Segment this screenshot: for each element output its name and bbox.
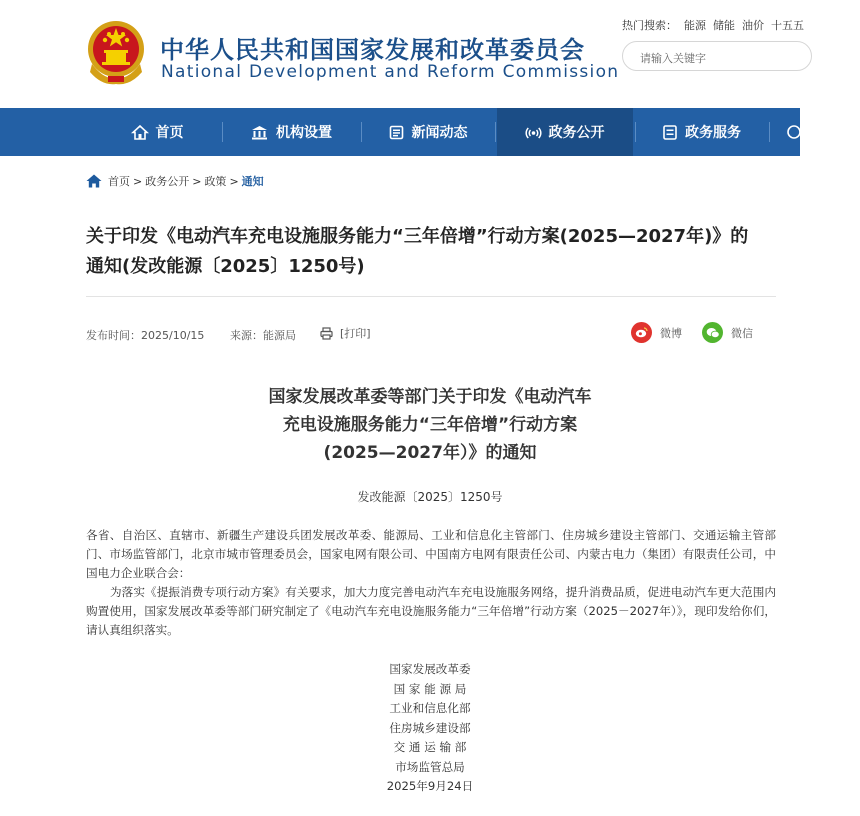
article-source: 来源：能源局 — [230, 329, 296, 342]
hot-search-term[interactable]: 油价 — [742, 19, 764, 32]
nav-item-label: 机构设置 — [276, 125, 332, 141]
document-heading-line: (2025—2027年）》的通知 — [323, 443, 537, 463]
nav-divider — [769, 122, 770, 142]
share-wechat-button[interactable] — [702, 322, 753, 343]
search-input[interactable] — [622, 41, 812, 71]
document-number: 发改能源〔2025〕1250号 — [357, 490, 503, 504]
document-date: 2025年9月24日 — [386, 779, 474, 793]
breadcrumb-current[interactable]: 通知 — [241, 175, 264, 188]
signatory: 市场监管总局 — [395, 759, 465, 774]
search-placeholder: 请输入关键字 — [640, 52, 706, 65]
nav-divider — [635, 122, 636, 142]
hot-search-label: 热门搜索： — [622, 19, 677, 32]
document-heading-line: 国家发展改革委等部门关于印发《电动汽车 — [268, 387, 592, 407]
share-wechat-label: 微信 — [731, 326, 753, 340]
signatories — [340, 660, 520, 797]
publish-time: 发布时间：2025/10/15 — [86, 329, 205, 342]
nav-divider — [222, 122, 223, 142]
hot-search-term[interactable]: 能源 — [684, 19, 706, 32]
nav-item-label: 政务公开 — [548, 125, 605, 141]
hot-search — [622, 17, 811, 33]
hot-search-term[interactable]: 十五五 — [771, 19, 804, 32]
national-emblem-icon[interactable] — [84, 18, 148, 86]
print-label: [打印] — [340, 327, 371, 340]
news-icon — [389, 125, 404, 140]
home-icon[interactable] — [86, 174, 102, 188]
recipients-paragraph: 各省、自治区、直辖市、新疆生产建设兵团发展改革委、能源局、工业和信息化主管部门、住房城乡建设主管部门、交通运输主管部门、市场监管部门，北京市城市管理委员会，国家电网有限公司、中国南方电网有限责任公司、内蒙古电力（集团）有限责任公司，中国电力企业联合会： — [86, 528, 776, 580]
signatory: 交 通 运 输 部 — [393, 740, 467, 754]
nav-item-organization[interactable] — [224, 108, 359, 156]
nav-item-label: 首页 — [155, 125, 184, 141]
nav-item-services[interactable] — [637, 108, 767, 156]
main-nav — [0, 108, 800, 156]
printer-icon — [320, 327, 333, 340]
nav-item-label: 新闻动态 — [411, 125, 468, 141]
nav-item-label: 政务服务 — [685, 125, 741, 141]
divider — [86, 296, 776, 297]
signatory: 住房城乡建设部 — [389, 720, 471, 735]
weibo-icon — [631, 322, 652, 343]
nav-divider — [361, 122, 362, 142]
nav-item-government-affairs[interactable] — [497, 108, 633, 156]
content-paragraph: 为落实《提振消费专项行动方案》有关要求，加大力度完善电动汽车充电设施服务网络，提升消费品质，促进电动汽车更大范围内购置使用，国家发展改革委等部门研究制定了《电动汽车充电设施服务能力“三年倍增”行动方案（2025－2027年）》，现印发给你们，请认真组织落实。 — [86, 585, 776, 637]
home-icon — [132, 125, 148, 140]
breadcrumb-item[interactable]: 首页 — [108, 175, 130, 188]
share-weibo-button[interactable] — [631, 322, 682, 343]
article-title — [86, 222, 776, 282]
hot-search-term[interactable]: 储能 — [713, 19, 735, 32]
print-button[interactable] — [320, 325, 371, 341]
signatory: 工业和信息化部 — [389, 701, 471, 715]
wechat-icon — [702, 322, 723, 343]
nav-divider — [495, 122, 496, 142]
document-heading-line: 充电设施服务能力“三年倍增”行动方案 — [282, 415, 578, 435]
signatory: 国 家 能 源 局 — [393, 681, 467, 696]
share-weibo-label: 微博 — [660, 326, 682, 340]
article-title-line: 通知(发改能源〔2025〕1250号) — [86, 256, 365, 277]
site-title-en[interactable]: National Development and Reform Commission — [161, 62, 620, 82]
document-heading — [200, 383, 660, 467]
signatory: 国家发展改革委 — [389, 662, 471, 676]
service-icon — [663, 125, 677, 140]
more-nav-icon[interactable] — [786, 124, 800, 140]
building-icon — [251, 125, 268, 140]
article-title-line: 关于印发《电动汽车充电设施服务能力“三年倍增”行动方案(2025—2027年)》的 — [86, 226, 749, 247]
breadcrumb-item[interactable]: 政务公开 — [145, 175, 190, 188]
nav-item-news[interactable] — [363, 108, 493, 156]
broadcast-icon — [526, 125, 541, 140]
breadcrumb-item[interactable]: 政策 — [204, 175, 227, 188]
site-title-cn[interactable]: 中华人民共和国国家发展和改革委员会 — [160, 36, 585, 64]
nav-item-home[interactable] — [95, 108, 220, 156]
breadcrumb: 首页 > 政务公开 > 政策 > 通知 — [86, 173, 264, 189]
site-header — [0, 0, 804, 108]
